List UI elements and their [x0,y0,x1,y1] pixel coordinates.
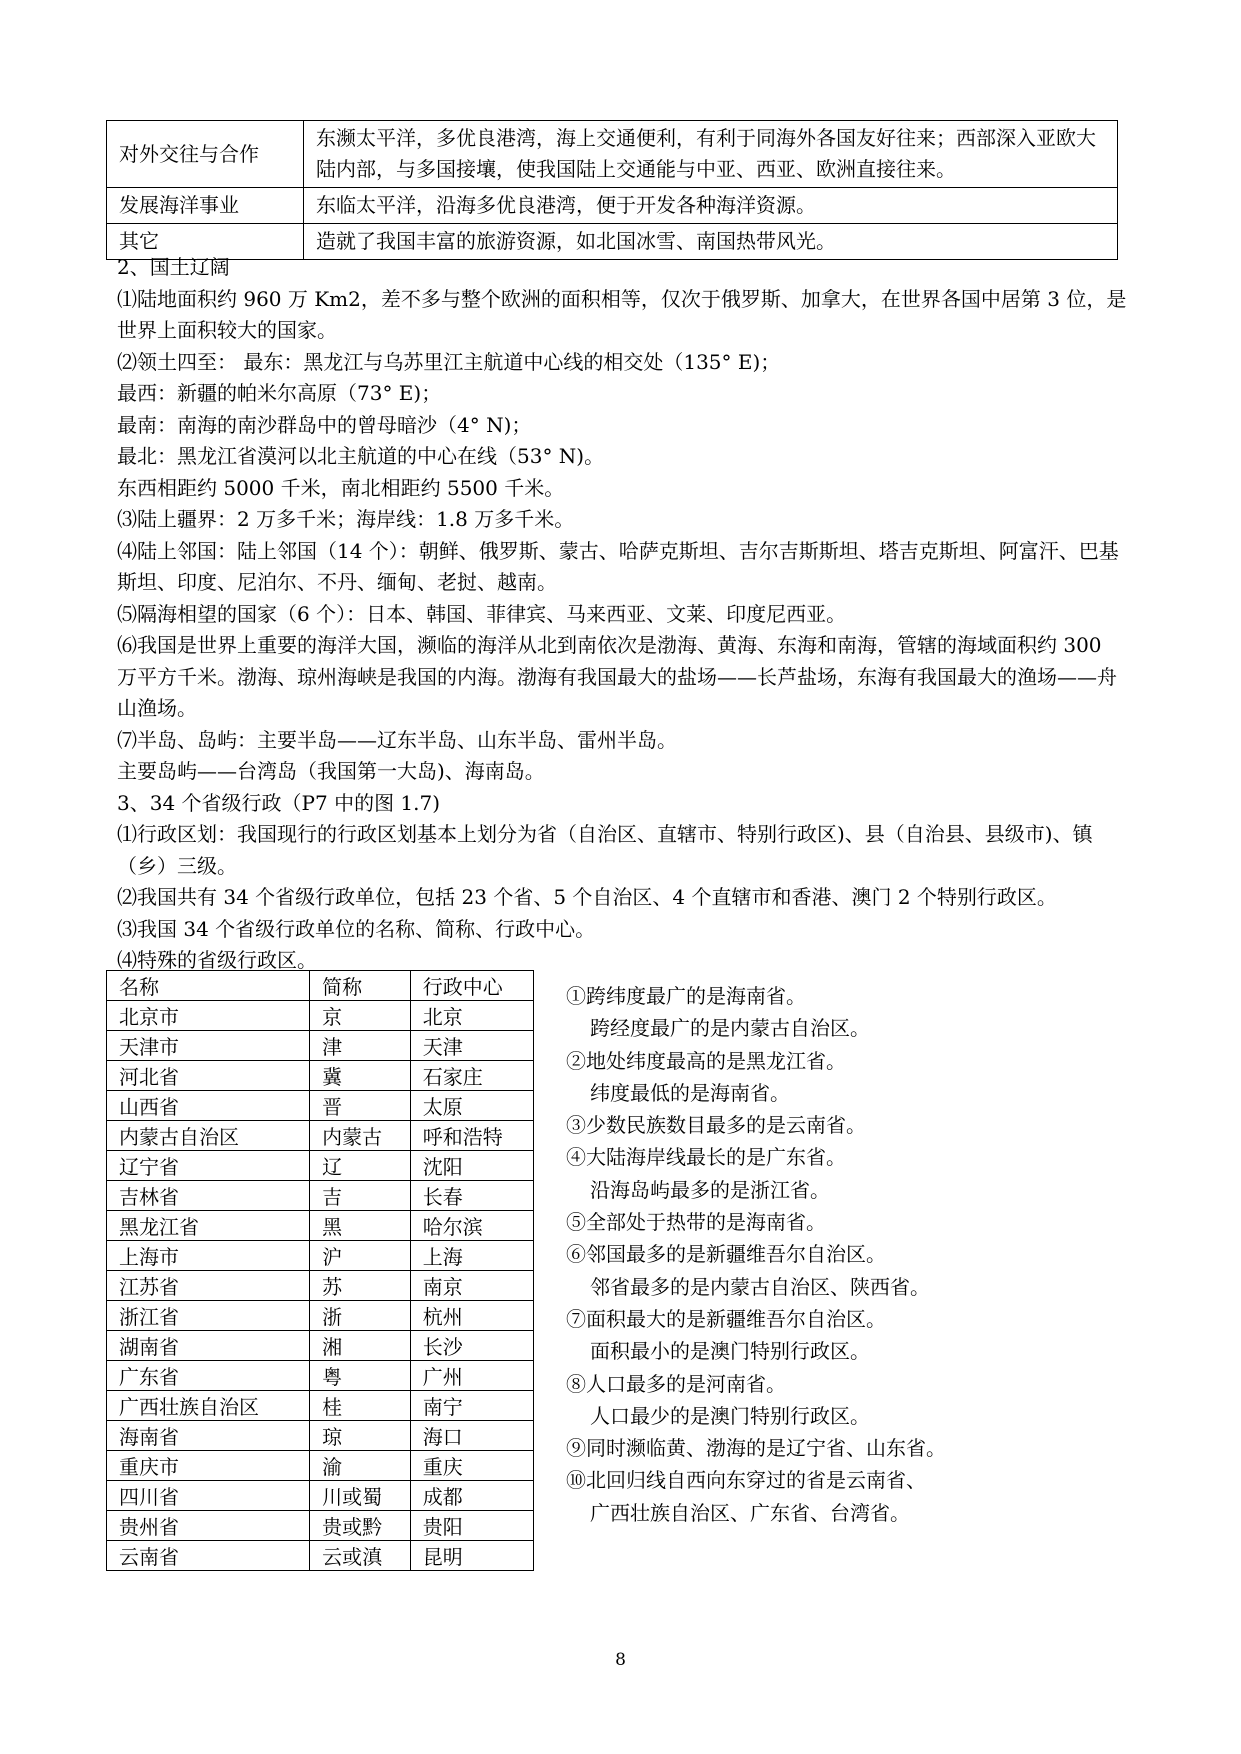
section-heading: 2、国土辽阔 [117,255,230,279]
province-name-cell: 辽宁省 [107,1151,310,1181]
table-row [107,1331,534,1361]
table-row [107,1241,534,1271]
table-row [107,1451,534,1481]
capital-cell: 海口 [410,1421,533,1451]
province-name-cell: 湖南省 [107,1331,310,1361]
abbreviation-cell: 沪 [310,1241,411,1271]
abbreviation-cell: 京 [310,1001,411,1031]
row-label: 发展海洋事业 [107,188,304,224]
capital-cell: 南京 [410,1271,533,1301]
abbreviation-cell: 云或滇 [310,1541,411,1571]
province-name-cell: 江苏省 [107,1271,310,1301]
table-row [107,188,1118,224]
paragraph: 东西相距约 5000 千米，南北相距约 5500 千米。 [117,475,565,500]
table-row [107,1151,534,1181]
fact-item: 广西壮族自治区、广东省、台湾省。 [590,1500,910,1525]
fact-item: ⑧人口最多的是河南省。 [566,1371,786,1396]
capital-cell: 北京 [410,1001,533,1031]
table-row [107,1361,534,1391]
province-name-cell: 贵州省 [107,1511,310,1541]
fact-item: ④大陆海岸线最长的是广东省。 [566,1145,846,1170]
capital-cell: 石家庄 [410,1061,533,1091]
paragraph: ⑷陆上邻国：陆上邻国（14 个）：朝鲜、俄罗斯、蒙古、哈萨克斯坦、吉尔吉斯斯坦、塔吉克斯坦、阿富汗、巴基斯坦、印度、尼泊尔、不丹、缅甸、老挝、越南。 [117,538,1119,594]
province-name-cell: 浙江省 [107,1301,310,1331]
capital-cell: 太原 [410,1091,533,1121]
abbreviation-cell: 贵或黔 [310,1511,411,1541]
abbreviation-cell: 浙 [310,1301,411,1331]
fact-item: 人口最少的是澳门特别行政区。 [590,1403,870,1428]
abbreviation-cell: 津 [310,1031,411,1061]
capital-cell: 杭州 [410,1301,533,1331]
fact-item: 纬度最低的是海南省。 [590,1080,790,1105]
paragraph: ⑶陆上疆界：2 万多千米；海岸线：1.8 万多千米。 [117,507,575,531]
province-name-cell: 吉林省 [107,1181,310,1211]
fact-item: 沿海岛屿最多的是浙江省。 [590,1177,830,1202]
header-cell: 名称 [107,971,310,1001]
province-facts [566,980,1126,1529]
province-name-cell: 广东省 [107,1361,310,1391]
abbreviation-cell: 湘 [310,1331,411,1361]
paragraph: ⑷特殊的省级行政区。 [117,948,317,972]
paragraph: 最北：黑龙江省漠河以北主航道的中心在线（53° N)。 [117,444,605,468]
capital-cell: 成都 [410,1481,533,1511]
abbreviation-cell: 冀 [310,1061,411,1091]
row-content: 东濒太平洋，多优良港湾，海上交通便利，有利于同海外各国友好往来；西部深入亚欧大陆内部，与多国接壤，使我国陆上交通能与中亚、西亚、欧洲直接往来。 [304,121,1118,188]
table-row [107,1181,534,1211]
row-label: 其它 [107,224,304,260]
table-row [107,1211,534,1241]
capital-cell: 长春 [410,1181,533,1211]
table-row [107,1481,534,1511]
capital-cell: 广州 [410,1361,533,1391]
fact-item: ⑥邻国最多的是新疆维吾尔自治区。 [566,1242,886,1267]
paragraph: ⑴行政区划：我国现行的行政区划基本上划分为省（自治区、直辖市、特别行政区)、县（自治县、县级市)、镇（乡）三级。 [117,822,1093,878]
province-name-cell: 云南省 [107,1541,310,1571]
fact-item: ⑤全部处于热带的是海南省。 [566,1210,826,1235]
table-row [107,1421,534,1451]
fact-item: ②地处纬度最高的是黑龙江省。 [566,1048,846,1073]
table-row [107,121,1118,188]
body-text [117,252,1127,977]
abbreviation-cell: 川或蜀 [310,1481,411,1511]
province-name-cell: 四川省 [107,1481,310,1511]
capital-cell: 重庆 [410,1451,533,1481]
province-name-cell: 海南省 [107,1421,310,1451]
capital-cell: 南宁 [410,1391,533,1421]
capital-cell: 哈尔滨 [410,1211,533,1241]
header-cell: 简称 [310,971,411,1001]
paragraph: 主要岛屿——台湾岛（我国第一大岛)、海南岛。 [117,759,545,783]
table-row [107,1541,534,1571]
paragraph: 最西：新疆的帕米尔高原（73° E)； [117,381,442,405]
abbreviation-cell: 桂 [310,1391,411,1421]
paragraph: ⑵我国共有 34 个省级行政单位，包括 23 个省、5 个自治区、4 个直辖市和香港、澳门 2 个特别行政区。 [117,885,1057,909]
province-name-cell: 天津市 [107,1031,310,1061]
abbreviation-cell: 渝 [310,1451,411,1481]
capital-cell: 长沙 [410,1331,533,1361]
table-row [107,1031,534,1061]
capital-cell: 贵阳 [410,1511,533,1541]
row-content: 造就了我国丰富的旅游资源，如北国冰雪、南国热带风光。 [304,224,1118,260]
abbreviation-cell: 内蒙古 [310,1121,411,1151]
capital-cell: 昆明 [410,1541,533,1571]
abbreviation-cell: 晋 [310,1091,411,1121]
capital-cell: 呼和浩特 [410,1121,533,1151]
table-row [107,1511,534,1541]
abbreviation-cell: 辽 [310,1151,411,1181]
paragraph: ⑶我国 34 个省级行政单位的名称、简称、行政中心。 [117,916,596,941]
capital-cell: 上海 [410,1241,533,1271]
paragraph: ⑸隔海相望的国家（6 个）：日本、韩国、菲律宾、马来西亚、文莱、印度尼西亚。 [117,601,847,626]
abbreviation-cell: 吉 [310,1181,411,1211]
table-header-row [107,971,534,1001]
paragraph: ⑺半岛、岛屿：主要半岛——辽东半岛、山东半岛、雷州半岛。 [117,727,677,752]
fact-item: 邻省最多的是内蒙古自治区、陕西省。 [590,1274,930,1299]
abbreviation-cell: 苏 [310,1271,411,1301]
capital-cell: 天津 [410,1031,533,1061]
capital-cell: 沈阳 [410,1151,533,1181]
table-row [107,1271,534,1301]
paragraph: ⑹我国是世界上重要的海洋大国，濒临的海洋从北到南依次是渤海、黄海、东海和南海，管辖的海域面积约 300 万平方千米。渤海、琼州海峡是我国的内海。渤海有我国最大的盐场——长芦盐场，东海有我国最大的渔场——舟山渔场。 [117,633,1117,720]
row-label: 对外交往与合作 [107,121,304,188]
abbreviation-cell: 琼 [310,1421,411,1451]
province-name-cell: 北京市 [107,1001,310,1031]
paragraph: 最南：南海的南沙群岛中的曾母暗沙（4° N)； [117,412,532,437]
table-row [107,1391,534,1421]
table-row [107,1001,534,1031]
header-cell: 行政中心 [410,971,533,1001]
abbreviation-cell: 黑 [310,1211,411,1241]
abbreviation-cell: 粤 [310,1361,411,1391]
fact-item: ⑦面积最大的是新疆维吾尔自治区。 [566,1306,886,1331]
row-content: 东临太平洋，沿海多优良港湾，便于开发各种海洋资源。 [304,188,1118,224]
page-number: 8 [615,1650,626,1670]
paragraph: ⑵领土四至： 最东：黑龙江与乌苏里江主航道中心线的相交处（135° E)； [117,349,781,374]
province-name-cell: 内蒙古自治区 [107,1121,310,1151]
fact-item: ①跨纬度最广的是海南省。 [566,984,806,1008]
province-name-cell: 河北省 [107,1061,310,1091]
province-name-cell: 黑龙江省 [107,1211,310,1241]
province-name-cell: 重庆市 [107,1451,310,1481]
table-row [107,1061,534,1091]
province-name-cell: 广西壮族自治区 [107,1391,310,1421]
province-table [106,970,534,1571]
province-name-cell: 上海市 [107,1241,310,1271]
fact-item: ⑩北回归线自西向东穿过的省是云南省、 [566,1468,926,1493]
fact-item: ⑨同时濒临黄、渤海的是辽宁省、山东省。 [566,1436,946,1461]
table-row [107,1091,534,1121]
province-name-cell: 山西省 [107,1091,310,1121]
fact-item: 面积最小的是澳门特别行政区。 [590,1339,870,1364]
paragraph: ⑴陆地面积约 960 万 Km2，差不多与整个欧洲的面积相等，仅次于俄罗斯、加拿大，在世界各国中居第 3 位，是世界上面积较大的国家。 [117,286,1127,342]
fact-item: ③少数民族数目最多的是云南省。 [566,1113,866,1138]
table-row [107,1121,534,1151]
fact-item: 跨经度最广的是内蒙古自治区。 [590,1016,870,1041]
table-row [107,1301,534,1331]
advantages-table [106,120,1118,260]
section-heading: 3、34 个省级行政（P7 中的图 1.7) [117,790,441,815]
